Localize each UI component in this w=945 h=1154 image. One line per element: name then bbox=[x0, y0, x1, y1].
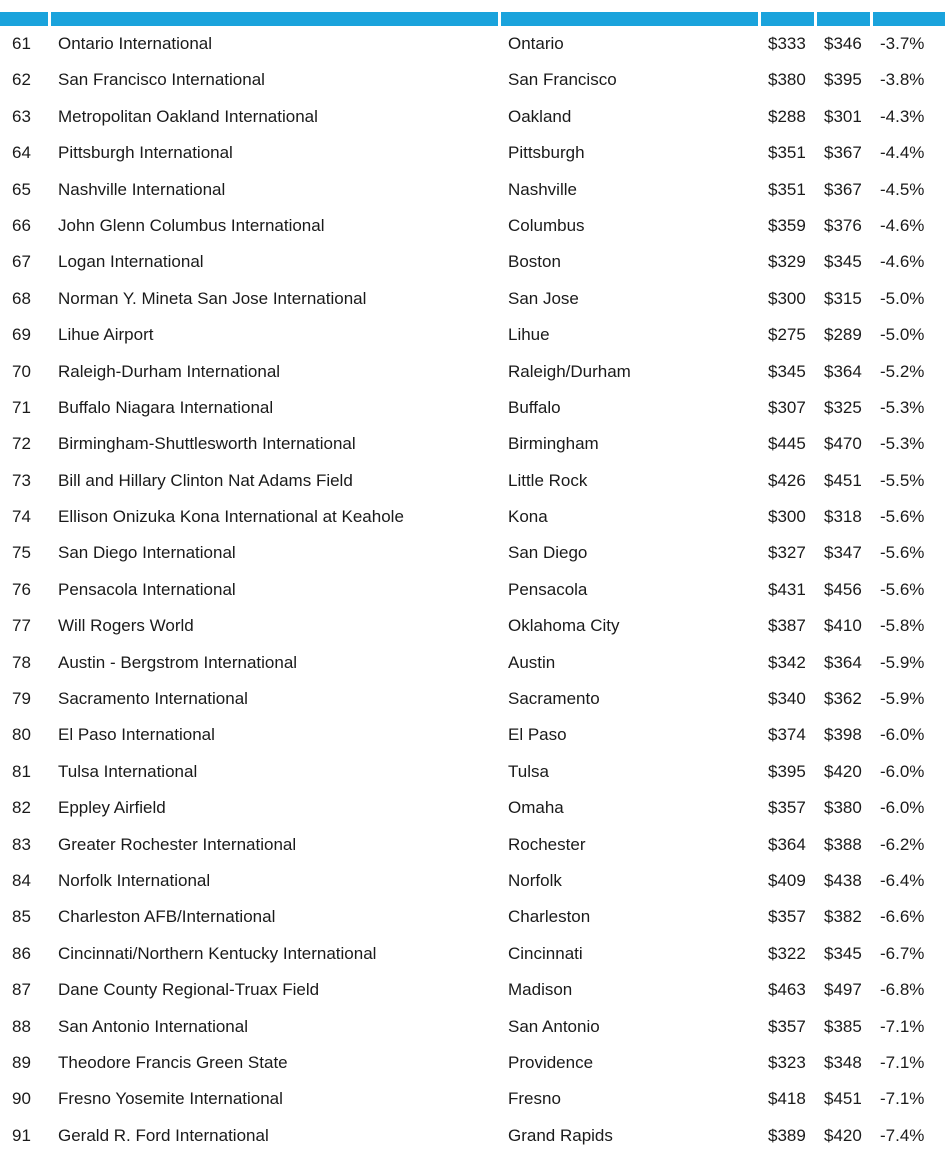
rank-cell: 83 bbox=[12, 834, 31, 854]
airport-cell: Tulsa International bbox=[58, 761, 198, 781]
city-cell: Ontario bbox=[508, 34, 564, 53]
airport-cell: Norman Y. Mineta San Jose International bbox=[58, 288, 367, 308]
change-cell: -3.8% bbox=[880, 70, 925, 90]
table-row bbox=[0, 1009, 945, 1045]
header-change-column bbox=[873, 12, 945, 26]
price-a-cell: $409 bbox=[768, 870, 806, 890]
price-b-cell: $345 bbox=[824, 943, 862, 963]
airport-cell: Bill and Hillary Clinton Nat Adams Field bbox=[58, 470, 353, 490]
change-cell: -5.6% bbox=[880, 543, 925, 563]
change-cell: -7.1% bbox=[880, 1052, 925, 1072]
table-row bbox=[0, 1081, 945, 1117]
price-a-cell: $431 bbox=[768, 579, 806, 599]
table-row bbox=[0, 463, 945, 499]
rank-cell: 78 bbox=[12, 652, 31, 672]
airport-cell: Pittsburgh International bbox=[58, 143, 233, 163]
city-cell: Kona bbox=[508, 507, 548, 527]
price-a-cell: $288 bbox=[768, 106, 806, 126]
table-row bbox=[0, 99, 945, 135]
price-b-cell: $388 bbox=[824, 834, 862, 854]
airport-cell: Ellison Onizuka Kona International at Keahole bbox=[58, 507, 404, 527]
rank-cell: 76 bbox=[12, 579, 31, 599]
price-b-cell: $420 bbox=[824, 1125, 862, 1145]
rank-cell: 75 bbox=[12, 543, 31, 563]
airport-cell: Fresno Yosemite International bbox=[58, 1089, 283, 1109]
rank-cell: 71 bbox=[12, 397, 31, 417]
table-row bbox=[0, 535, 945, 571]
airport-cell: Pensacola International bbox=[58, 579, 236, 599]
price-a-cell: $364 bbox=[768, 834, 806, 854]
price-b-cell: $438 bbox=[824, 870, 862, 890]
rank-cell: 68 bbox=[12, 288, 31, 308]
price-a-cell: $340 bbox=[768, 689, 806, 709]
price-b-cell: $325 bbox=[824, 397, 862, 417]
price-b-cell: $395 bbox=[824, 70, 862, 90]
city-cell: Cincinnati bbox=[508, 943, 583, 963]
city-cell: Boston bbox=[508, 252, 561, 272]
price-a-cell: $327 bbox=[768, 543, 806, 563]
price-a-cell: $300 bbox=[768, 507, 806, 527]
airport-fare-table bbox=[0, 26, 945, 1154]
city-cell: Oakland bbox=[508, 106, 572, 126]
rank-cell: 81 bbox=[12, 761, 31, 781]
table-row bbox=[0, 608, 945, 644]
price-a-cell: $426 bbox=[768, 470, 806, 490]
rank-cell: 74 bbox=[12, 507, 31, 527]
price-a-cell: $387 bbox=[768, 616, 806, 636]
city-cell: San Antonio bbox=[508, 1016, 600, 1036]
city-cell: Pensacola bbox=[508, 579, 588, 599]
price-b-cell: $301 bbox=[824, 106, 862, 126]
change-cell: -6.6% bbox=[880, 907, 925, 927]
rank-cell: 85 bbox=[12, 907, 31, 927]
city-cell: Charleston bbox=[508, 907, 591, 927]
airport-cell: Nashville International bbox=[58, 179, 226, 199]
price-a-cell: $359 bbox=[768, 215, 806, 235]
rank-cell: 69 bbox=[12, 325, 31, 345]
table-row bbox=[0, 899, 945, 935]
table-row bbox=[0, 572, 945, 608]
price-a-cell: $333 bbox=[768, 34, 806, 53]
table-row bbox=[0, 790, 945, 826]
price-a-cell: $445 bbox=[768, 434, 806, 454]
city-cell: Birmingham bbox=[508, 434, 599, 454]
change-cell: -5.8% bbox=[880, 616, 925, 636]
airport-cell: John Glenn Columbus International bbox=[58, 215, 325, 235]
table-row bbox=[0, 390, 945, 426]
price-a-cell: $357 bbox=[768, 907, 806, 927]
city-cell: Fresno bbox=[508, 1089, 561, 1109]
price-b-cell: $382 bbox=[824, 907, 862, 927]
price-b-cell: $376 bbox=[824, 215, 862, 235]
price-a-cell: $322 bbox=[768, 943, 806, 963]
price-b-cell: $346 bbox=[824, 34, 862, 53]
table-row bbox=[0, 172, 945, 208]
rank-cell: 87 bbox=[12, 980, 31, 1000]
price-b-cell: $497 bbox=[824, 980, 862, 1000]
table-row bbox=[0, 1118, 945, 1154]
table-row bbox=[0, 645, 945, 681]
rank-cell: 64 bbox=[12, 143, 31, 163]
rank-cell: 66 bbox=[12, 215, 31, 235]
price-b-cell: $410 bbox=[824, 616, 862, 636]
header-rank-column bbox=[0, 12, 48, 26]
rank-cell: 84 bbox=[12, 870, 31, 890]
rank-cell: 89 bbox=[12, 1052, 31, 1072]
table-row bbox=[0, 681, 945, 717]
city-cell: Austin bbox=[508, 652, 556, 672]
airport-cell: Theodore Francis Green State bbox=[58, 1052, 288, 1072]
table-row bbox=[0, 26, 945, 62]
change-cell: -6.0% bbox=[880, 798, 925, 818]
change-cell: -5.6% bbox=[880, 579, 925, 599]
airport-cell: Will Rogers World bbox=[58, 616, 194, 636]
table-row bbox=[0, 135, 945, 171]
rank-cell: 80 bbox=[12, 725, 31, 745]
change-cell: -4.4% bbox=[880, 143, 925, 163]
airport-cell: Buffalo Niagara International bbox=[58, 397, 274, 417]
table-row bbox=[0, 754, 945, 790]
change-cell: -7.1% bbox=[880, 1089, 925, 1109]
airport-cell: Norfolk International bbox=[58, 870, 211, 890]
price-b-cell: $456 bbox=[824, 579, 862, 599]
table-row bbox=[0, 354, 945, 390]
city-cell: Omaha bbox=[508, 798, 564, 818]
table-row bbox=[0, 936, 945, 972]
airport-cell: Austin - Bergstrom International bbox=[58, 652, 298, 672]
city-cell: Lihue bbox=[508, 325, 550, 345]
change-cell: -4.6% bbox=[880, 215, 925, 235]
price-b-cell: $398 bbox=[824, 725, 862, 745]
price-b-cell: $367 bbox=[824, 143, 862, 163]
airport-cell: San Francisco International bbox=[58, 70, 265, 90]
rank-cell: 65 bbox=[12, 179, 31, 199]
price-b-cell: $315 bbox=[824, 288, 862, 308]
price-b-cell: $345 bbox=[824, 252, 862, 272]
price-a-cell: $307 bbox=[768, 397, 806, 417]
city-cell: Providence bbox=[508, 1052, 594, 1072]
table-row bbox=[0, 208, 945, 244]
header-airport-column bbox=[51, 12, 498, 26]
table-row bbox=[0, 827, 945, 863]
city-cell: Rochester bbox=[508, 834, 586, 854]
price-a-cell: $329 bbox=[768, 252, 806, 272]
header-price-a-column bbox=[761, 12, 814, 26]
change-cell: -4.5% bbox=[880, 179, 925, 199]
city-cell: Pittsburgh bbox=[508, 143, 585, 163]
price-b-cell: $380 bbox=[824, 798, 862, 818]
table-row bbox=[0, 281, 945, 317]
city-cell: San Diego bbox=[508, 543, 588, 563]
airport-cell: Metropolitan Oakland International bbox=[58, 106, 318, 126]
airport-cell: Gerald R. Ford International bbox=[58, 1125, 269, 1145]
price-a-cell: $357 bbox=[768, 1016, 806, 1036]
price-a-cell: $418 bbox=[768, 1089, 806, 1109]
city-cell: Oklahoma City bbox=[508, 616, 620, 636]
rank-cell: 91 bbox=[12, 1125, 31, 1145]
price-b-cell: $289 bbox=[824, 325, 862, 345]
change-cell: -5.9% bbox=[880, 689, 925, 709]
rank-cell: 70 bbox=[12, 361, 31, 381]
table-row bbox=[0, 426, 945, 462]
city-cell: Buffalo bbox=[508, 397, 561, 417]
change-cell: -3.7% bbox=[880, 34, 925, 53]
price-a-cell: $323 bbox=[768, 1052, 806, 1072]
city-cell: Madison bbox=[508, 980, 573, 1000]
price-a-cell: $357 bbox=[768, 798, 806, 818]
rank-cell: 79 bbox=[12, 689, 31, 709]
airport-cell: Greater Rochester International bbox=[58, 834, 297, 854]
price-a-cell: $395 bbox=[768, 761, 806, 781]
city-cell: Sacramento bbox=[508, 689, 600, 709]
rank-cell: 63 bbox=[12, 106, 31, 126]
city-cell: Nashville bbox=[508, 179, 577, 199]
airport-cell: Ontario International bbox=[58, 34, 213, 53]
price-a-cell: $345 bbox=[768, 361, 806, 381]
table-header-bar bbox=[0, 12, 945, 26]
change-cell: -6.0% bbox=[880, 761, 925, 781]
change-cell: -4.3% bbox=[880, 106, 925, 126]
header-city-column bbox=[501, 12, 758, 26]
price-b-cell: $362 bbox=[824, 689, 862, 709]
price-b-cell: $420 bbox=[824, 761, 862, 781]
table-row bbox=[0, 244, 945, 280]
price-a-cell: $342 bbox=[768, 652, 806, 672]
price-a-cell: $351 bbox=[768, 179, 806, 199]
city-cell: Raleigh/Durham bbox=[508, 361, 631, 381]
change-cell: -6.4% bbox=[880, 870, 925, 890]
change-cell: -6.2% bbox=[880, 834, 925, 854]
airport-cell: Lihue Airport bbox=[58, 325, 154, 345]
city-cell: Grand Rapids bbox=[508, 1125, 613, 1145]
airport-cell: San Diego International bbox=[58, 543, 236, 563]
price-b-cell: $451 bbox=[824, 1089, 862, 1109]
price-b-cell: $364 bbox=[824, 652, 862, 672]
change-cell: -6.8% bbox=[880, 980, 925, 1000]
airport-cell: Sacramento International bbox=[58, 689, 248, 709]
price-b-cell: $364 bbox=[824, 361, 862, 381]
header-price-b-column bbox=[817, 12, 870, 26]
price-b-cell: $348 bbox=[824, 1052, 862, 1072]
change-cell: -5.0% bbox=[880, 288, 925, 308]
change-cell: -5.5% bbox=[880, 470, 925, 490]
change-cell: -6.0% bbox=[880, 725, 925, 745]
change-cell: -6.7% bbox=[880, 943, 925, 963]
price-b-cell: $451 bbox=[824, 470, 862, 490]
change-cell: -5.6% bbox=[880, 507, 925, 527]
table-row bbox=[0, 317, 945, 353]
price-b-cell: $347 bbox=[824, 543, 862, 563]
airport-cell: Logan International bbox=[58, 252, 204, 272]
city-cell: Norfolk bbox=[508, 870, 562, 890]
table-row bbox=[0, 717, 945, 753]
rank-cell: 82 bbox=[12, 798, 31, 818]
rank-cell: 88 bbox=[12, 1016, 31, 1036]
airport-cell: Birmingham-Shuttlesworth International bbox=[58, 434, 356, 454]
airport-cell: Dane County Regional-Truax Field bbox=[58, 980, 320, 1000]
price-b-cell: $367 bbox=[824, 179, 862, 199]
price-a-cell: $463 bbox=[768, 980, 806, 1000]
city-cell: San Jose bbox=[508, 288, 579, 308]
price-b-cell: $470 bbox=[824, 434, 862, 454]
change-cell: -4.6% bbox=[880, 252, 925, 272]
change-cell: -7.1% bbox=[880, 1016, 925, 1036]
rank-cell: 72 bbox=[12, 434, 31, 454]
table-row bbox=[0, 863, 945, 899]
table-row bbox=[0, 972, 945, 1008]
airport-cell: San Antonio International bbox=[58, 1016, 248, 1036]
change-cell: -5.2% bbox=[880, 361, 925, 381]
city-cell: Little Rock bbox=[508, 470, 588, 490]
city-cell: El Paso bbox=[508, 725, 567, 745]
airport-cell: Cincinnati/Northern Kentucky International bbox=[58, 943, 377, 963]
change-cell: -5.9% bbox=[880, 652, 925, 672]
price-a-cell: $275 bbox=[768, 325, 806, 345]
rank-cell: 73 bbox=[12, 470, 31, 490]
price-a-cell: $300 bbox=[768, 288, 806, 308]
price-a-cell: $389 bbox=[768, 1125, 806, 1145]
city-cell: Columbus bbox=[508, 215, 585, 235]
change-cell: -5.0% bbox=[880, 325, 925, 345]
rank-cell: 62 bbox=[12, 70, 31, 90]
table-row bbox=[0, 499, 945, 535]
rank-cell: 86 bbox=[12, 943, 31, 963]
change-cell: -5.3% bbox=[880, 434, 925, 454]
rank-cell: 77 bbox=[12, 616, 31, 636]
airport-cell: Eppley Airfield bbox=[58, 798, 166, 818]
rank-cell: 90 bbox=[12, 1089, 31, 1109]
city-cell: Tulsa bbox=[508, 761, 549, 781]
rank-cell: 67 bbox=[12, 252, 31, 272]
table-row bbox=[0, 1045, 945, 1081]
price-b-cell: $318 bbox=[824, 507, 862, 527]
price-a-cell: $380 bbox=[768, 70, 806, 90]
change-cell: -7.4% bbox=[880, 1125, 925, 1145]
change-cell: -5.3% bbox=[880, 397, 925, 417]
airport-cell: Raleigh-Durham International bbox=[58, 361, 281, 381]
airport-cell: Charleston AFB/International bbox=[58, 907, 276, 927]
airport-cell: El Paso International bbox=[58, 725, 215, 745]
price-a-cell: $374 bbox=[768, 725, 806, 745]
price-a-cell: $351 bbox=[768, 143, 806, 163]
table-row bbox=[0, 62, 945, 98]
price-b-cell: $385 bbox=[824, 1016, 862, 1036]
city-cell: San Francisco bbox=[508, 70, 617, 90]
rank-cell: 61 bbox=[12, 34, 31, 53]
